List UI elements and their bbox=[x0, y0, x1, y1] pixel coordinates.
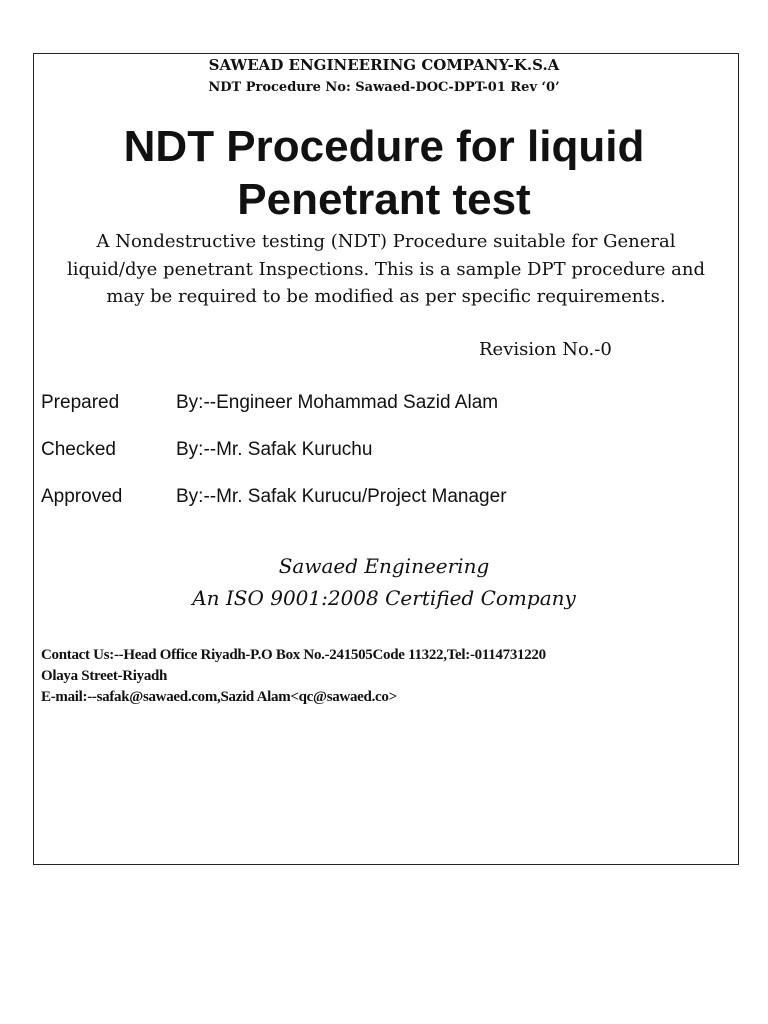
prepared-label: Prepared bbox=[41, 392, 120, 413]
revision-number: Revision No.-0 bbox=[479, 339, 612, 360]
contact-line-3: E-mail:--safak@sawaed.com,Sazid Alam<qc@sawaed.co> bbox=[41, 689, 397, 705]
title-line-2: Penetrant test bbox=[237, 175, 531, 224]
company-name: SAWEAD ENGINEERING COMPANY-K.S.A bbox=[208, 56, 560, 74]
approved-label: Approved bbox=[41, 486, 123, 507]
description-line-3: may be required to be modified as per specific requirements. bbox=[106, 286, 666, 307]
description-line-1: A Nondestructive testing (NDT) Procedure suitable for General bbox=[96, 231, 676, 252]
tagline-company: Sawaed Engineering bbox=[278, 554, 490, 578]
procedure-number: NDT Procedure No: Sawaed-DOC-DPT-01 Rev ‘0’ bbox=[208, 80, 560, 95]
document-title bbox=[0, 120, 768, 226]
checked-by: By:--Mr. Safak Kuruchu bbox=[176, 439, 373, 460]
description-line-2: liquid/dye penetrant Inspections. This is a sample DPT procedure and bbox=[67, 258, 705, 280]
contact-line-2: Olaya Street-Riyadh bbox=[41, 668, 168, 684]
prepared-by: By:--Engineer Mohammad Sazid Alam bbox=[176, 392, 499, 413]
document-description bbox=[40, 228, 732, 311]
checked-label: Checked bbox=[41, 439, 116, 460]
title-line-1: NDT Procedure for liquid bbox=[123, 122, 645, 171]
contact-block bbox=[41, 645, 546, 708]
contact-line-1: Contact Us:--Head Office Riyadh-P.O Box No.-241505Code 11322,Tel:-0114731220 bbox=[41, 647, 546, 663]
tagline-certification: An ISO 9001:2008 Certified Company bbox=[192, 586, 576, 610]
approved-by: By:--Mr. Safak Kurucu/Project Manager bbox=[176, 486, 507, 507]
